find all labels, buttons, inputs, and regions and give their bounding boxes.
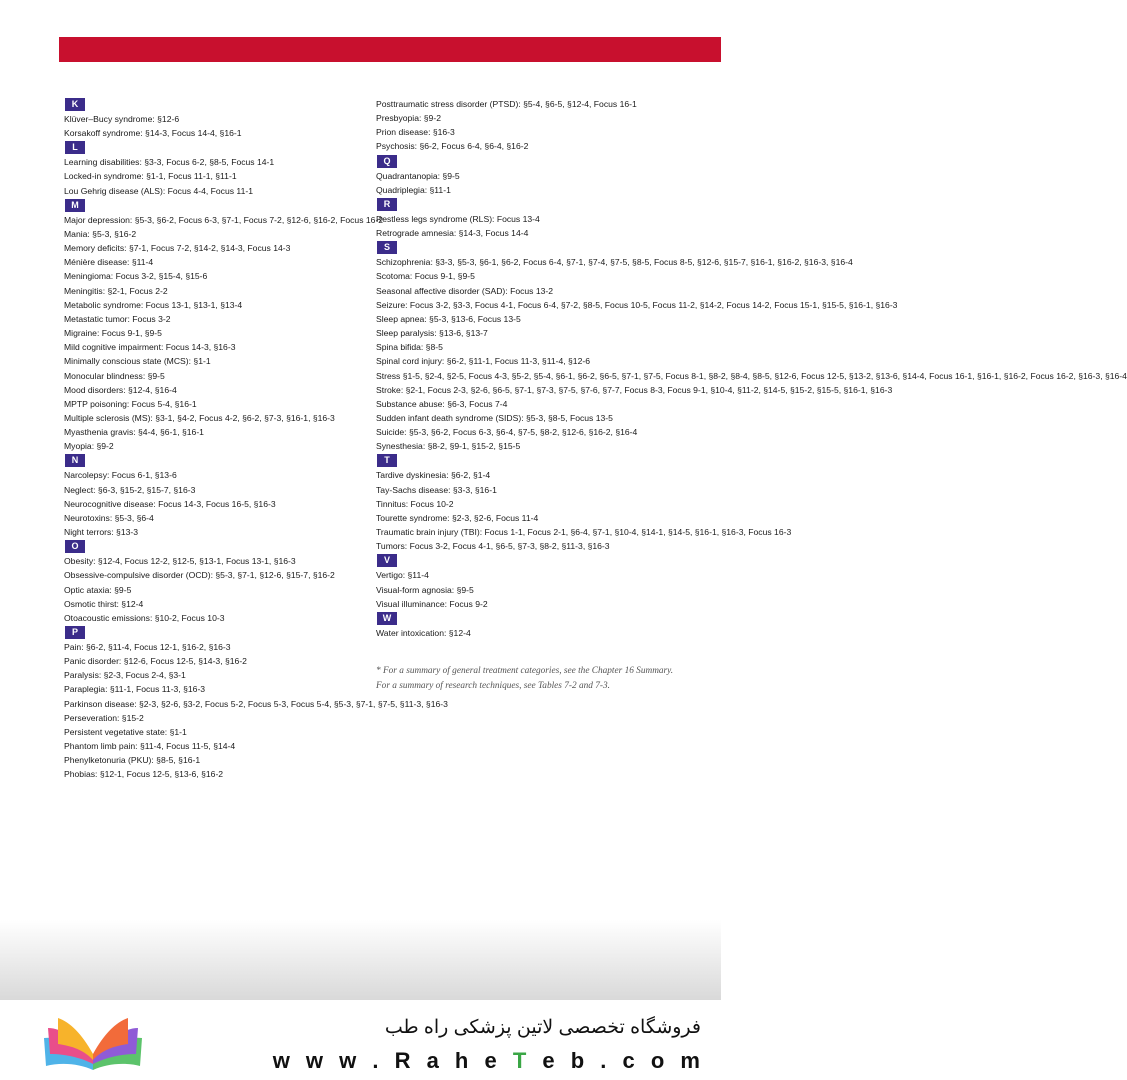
index-entry: Tardive dyskinesia: §6-2, §1-4: [376, 470, 491, 481]
letter-badge: L: [65, 141, 85, 154]
footer-banner: [0, 1000, 721, 1080]
index-entry: Spina bifida: §8-5: [376, 342, 443, 353]
letter-badge: R: [377, 198, 397, 211]
index-entry: Tay-Sachs disease: §3-3, §16-1: [376, 484, 497, 495]
index-entry: Optic ataxia: §9-5: [64, 584, 132, 595]
index-entry: Memory deficits: §7-1, Focus 7-2, §14-2, §14-3, Focus 14-3: [64, 243, 291, 254]
letter-badge: V: [377, 554, 397, 567]
index-entry: Minimally conscious state (MCS): §1-1: [64, 356, 211, 367]
index-entry: Tourette syndrome: §2-3, §2-6, Focus 11-4: [376, 512, 539, 523]
index-entry: Presbyopia: §9-2: [376, 113, 441, 124]
index-entry: Myopia: §9-2: [64, 441, 114, 452]
index-entry: Neglect: §6-3, §15-2, §15-7, §16-3: [64, 484, 196, 495]
index-entry: Neurocognitive disease: Focus 14-3, Focus 16-5, §16-3: [64, 498, 276, 509]
letter-heading: [64, 140, 364, 155]
index-entry: Phantom limb pain: §11-4, Focus 11-5, §14-4: [64, 741, 236, 752]
index-entry: Otoacoustic emissions: §10-2, Focus 10-3: [64, 612, 225, 623]
index-entry: Seasonal affective disorder (SAD): Focus 13-2: [376, 285, 554, 296]
index-entry: Paraplegia: §11-1, Focus 11-3, §16-3: [64, 684, 206, 695]
letter-heading: [64, 453, 364, 468]
index-entry: Scotoma: Focus 9-1, §9-5: [376, 271, 475, 282]
index-entry: Narcolepsy: Focus 6-1, §13-6: [64, 470, 177, 481]
index-entry: Sleep apnea: §5-3, §13-6, Focus 13-5: [376, 313, 521, 324]
website-url[interactable]: [273, 1048, 705, 1074]
letter-badge: S: [377, 241, 397, 254]
index-entry: Night terrors: §13-3: [64, 527, 139, 538]
letter-badge: P: [65, 626, 85, 639]
open-book-logo-icon: [40, 1014, 146, 1072]
index-entry: Multiple sclerosis (MS): §3-1, §4-2, Focus 4-2, §6-2, §7-3, §16-1, §16-3: [64, 412, 335, 423]
letter-heading: [64, 625, 364, 640]
index-entry: Suicide: §5-3, §6-2, Focus 6-3, §6-4, §7-5, §8-2, §12-6, §16-2, §16-4: [376, 427, 638, 438]
index-entry: Metabolic syndrome: Focus 13-1, §13-1, §13-4: [64, 299, 243, 310]
letter-heading: [376, 240, 676, 255]
index-entry: Schizophrenia: §3-3, §5-3, §6-1, §6-2, Focus 6-4, §7-1, §7-4, §7-5, §8-5, Focus 8-5, §12-6, §15-7, §16-1, §16-2, §16-3, §16-4: [376, 257, 853, 268]
index-entry: Meningioma: Focus 3-2, §15-4, §15-6: [64, 271, 208, 282]
index-entry: Mania: §5-3, §16-2: [64, 228, 137, 239]
index-entry: Klüver–Bucy syndrome: §12-6: [64, 114, 180, 124]
index-entry: Visual illuminance: Focus 9-2: [376, 598, 488, 609]
index-entry: Obesity: §12-4, Focus 12-2, §12-5, §13-1, Focus 13-1, §16-3: [64, 556, 296, 567]
index-entry: Retrograde amnesia: §14-3, Focus 14-4: [376, 228, 529, 239]
index-entry: Panic disorder: §12-6, Focus 12-5, §14-3, §16-2: [64, 656, 247, 667]
shop-name: فروشگاه تخصصی لاتین پزشکی راه طب: [384, 1017, 701, 1038]
index-entry: Learning disabilities: §3-3, Focus 6-2, §8-5, Focus 14-1: [64, 157, 275, 168]
index-entry: Sleep paralysis: §13-6, §13-7: [376, 328, 488, 339]
index-entry: Seizure: Focus 3-2, §3-3, Focus 4-1, Focus 6-4, §7-2, §8-5, Focus 10-5, Focus 11-2, §14-2, Focus 14-2, Focus 15-1, §15-5, §16-1, §16-3: [376, 299, 898, 310]
letter-badge: O: [65, 540, 85, 553]
index-entry: Pain: §6-2, §11-4, Focus 12-1, §16-2, §16-3: [64, 642, 231, 652]
index-entry: Phenylketonuria (PKU): §8-5, §16-1: [64, 755, 201, 766]
letter-badge: N: [65, 454, 85, 467]
letter-heading: [376, 453, 676, 468]
url-suffix: e b . c o m: [531, 1048, 705, 1073]
index-entry: Sudden infant death syndrome (SIDS): §5-3, §8-5, Focus 13-5: [376, 412, 613, 423]
url-highlight: T: [512, 1048, 532, 1073]
letter-heading: [376, 611, 676, 626]
index-entry: Osmotic thirst: §12-4: [64, 598, 144, 609]
index-entry: Perseveration: §15-2: [64, 712, 144, 723]
letter-badge: W: [377, 612, 397, 625]
index-entry: Migraine: Focus 9-1, §9-5: [64, 328, 162, 339]
index-entry: Vertigo: §11-4: [376, 570, 429, 581]
footnote: * For a summary of general treatment categories, see the Chapter 16 Summary. For a summary of research techniques, see Tables 7-2 and 7-3.: [376, 666, 674, 691]
index-entry: Mild cognitive impairment: Focus 14-3, §16-3: [64, 342, 236, 353]
index-entry: Spinal cord injury: §6-2, §11-1, Focus 11-3, §11-4, §12-6: [376, 356, 591, 367]
index-entry: Quadriplegia: §11-1: [376, 184, 451, 195]
letter-heading: [64, 198, 364, 213]
index-entry: Posttraumatic stress disorder (PTSD): §5-4, §6-5, §12-4, Focus 16-1: [376, 99, 637, 109]
letter-badge: K: [65, 98, 85, 111]
letter-heading: [64, 97, 364, 112]
letter-badge: Q: [377, 155, 397, 168]
index-entry: Tumors: Focus 3-2, Focus 4-1, §6-5, §7-3, §8-2, §11-3, §16-3: [376, 541, 610, 552]
index-entry: Stroke: §2-1, Focus 2-3, §2-6, §6-5, §7-1, §7-3, §7-5, §7-6, §7-7, Focus 8-3, Focus 9-1, §10-4, §11-2, §14-5, §15-2, §15-5, §16-1, §16-3: [376, 384, 893, 395]
index-entry: Major depression: §5-3, §6-2, Focus 6-3, §7-1, Focus 7-2, §12-6, §16-2, Focus 16-2: [64, 214, 384, 225]
index-entry: Meningitis: §2-1, Focus 2-2: [64, 285, 168, 296]
index-entry: Prion disease: §16-3: [376, 127, 455, 138]
letter-heading: [64, 539, 364, 554]
index-entry: Parkinson disease: §2-3, §2-6, §3-2, Focus 5-2, Focus 5-3, Focus 5-4, §5-3, §7-1, §7-5, §11-3, §16-3: [64, 698, 448, 709]
index-entry: Substance abuse: §6-3, Focus 7-4: [376, 398, 508, 409]
index-entry: Myasthenia gravis: §4-4, §6-1, §16-1: [64, 427, 204, 438]
index-entry: Metastatic tumor: Focus 3-2: [64, 313, 171, 324]
header-bar: [59, 37, 721, 62]
letter-heading: [376, 553, 676, 568]
index-entry: Synesthesia: §8-2, §9-1, §15-2, §15-5: [376, 441, 521, 452]
index-entry: Lou Gehrig disease (ALS): Focus 4-4, Focus 11-1: [64, 185, 253, 196]
index-entry: Obsessive-compulsive disorder (OCD): §5-3, §7-1, §12-6, §15-7, §16-2: [64, 570, 335, 581]
index-entry: Tinnitus: Focus 10-2: [376, 498, 454, 509]
letter-heading: [376, 197, 676, 212]
index-entry: Ménière disease: §11-4: [64, 257, 154, 268]
page-shadow: [0, 920, 721, 1000]
letter-badge: T: [377, 454, 397, 467]
index-entry: Water intoxication: §12-4: [376, 627, 471, 638]
index-entry: Restless legs syndrome (RLS): Focus 13-4: [376, 213, 540, 224]
index-entry: Traumatic brain injury (TBI): Focus 1-1, Focus 2-1, §6-4, §7-1, §10-4, §14-1, §14-5, §16-1, §16-3, Focus 16-3: [376, 527, 792, 538]
letter-badge: M: [65, 199, 85, 212]
index-entry: Paralysis: §2-3, Focus 2-4, §3-1: [64, 670, 186, 681]
index-entry: Stress §1-5, §2-4, §2-5, Focus 4-3, §5-2, §5-4, §6-1, §6-2, §6-5, §7-1, §7-5, Focus 8-1, §8-2, §8-4, §8-5, §12-6, Focus 12-5, §13-2, §13-6, §14-4, Focus 16-1, §16-1, §16-2, Focus 16-2, §16-3, §16-4: [376, 370, 1127, 381]
index-entry: Quadrantanopia: §9-5: [376, 170, 460, 181]
letter-heading: [376, 154, 676, 169]
index-entry: Mood disorders: §12-4, §16-4: [64, 384, 177, 395]
index-entry: Korsakoff syndrome: §14-3, Focus 14-4, §16-1: [64, 128, 242, 139]
url-prefix: w w w . R a h e: [272, 1048, 513, 1073]
index-entry: Psychosis: §6-2, Focus 6-4, §6-4, §16-2: [376, 141, 529, 152]
index-entry: Locked-in syndrome: §1-1, Focus 11-1, §11-1: [64, 171, 237, 182]
index-entry: Phobias: §12-1, Focus 12-5, §13-6, §16-2: [64, 769, 224, 780]
index-entry: Neurotoxins: §5-3, §6-4: [64, 512, 154, 523]
index-entry: Persistent vegetative state: §1-1: [64, 726, 187, 737]
index-entry: Monocular blindness: §9-5: [64, 370, 165, 381]
index-entry: MPTP poisoning: Focus 5-4, §16-1: [64, 398, 197, 409]
index-column-right: [376, 97, 1127, 694]
index-entry: Visual-form agnosia: §9-5: [376, 584, 474, 595]
